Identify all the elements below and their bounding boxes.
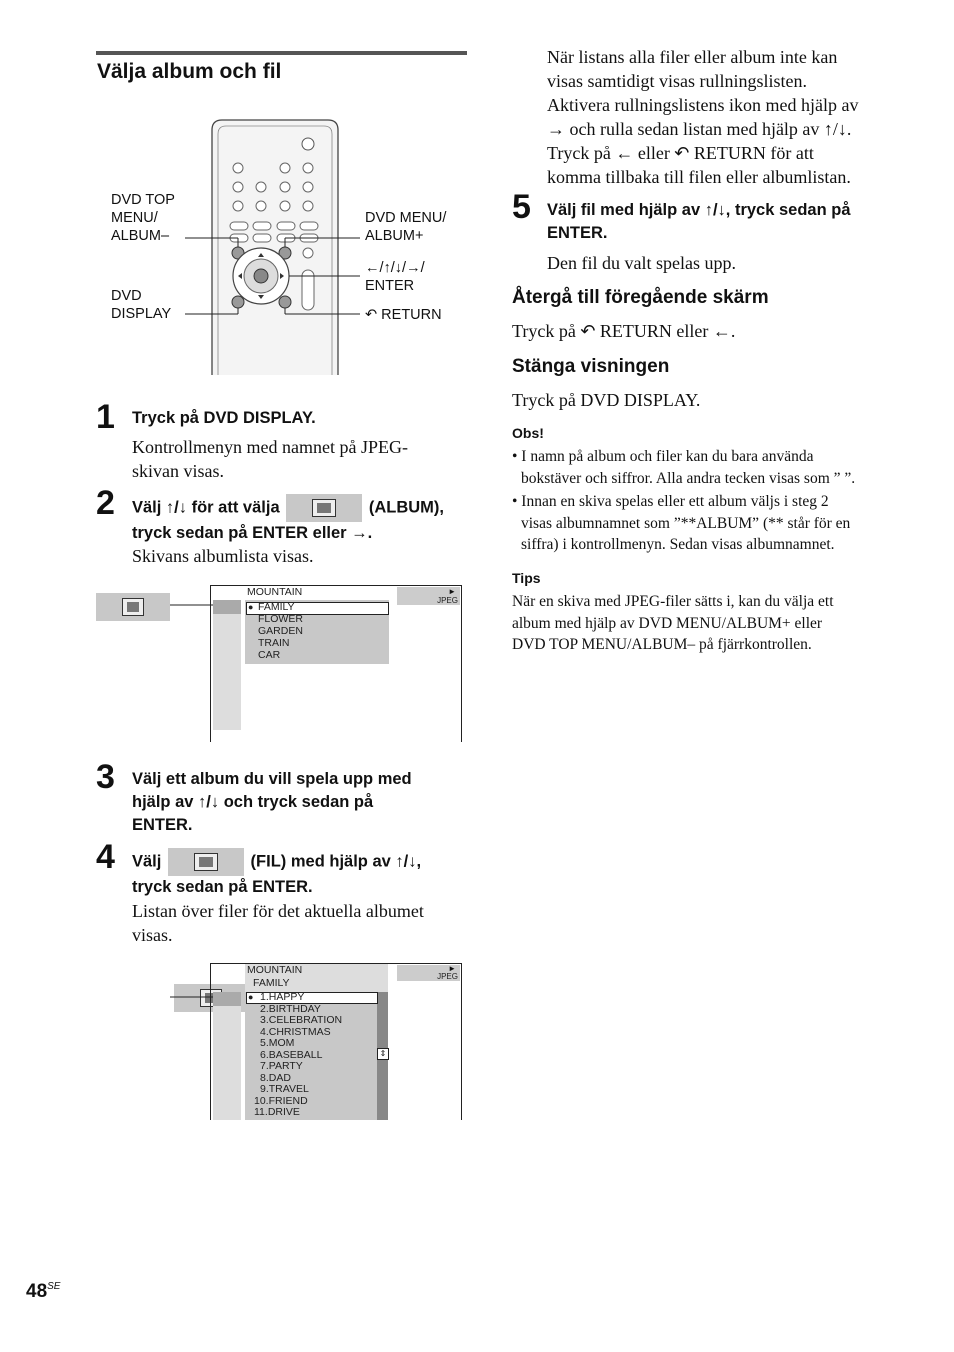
list-item[interactable]: 9.TRAVEL (260, 1083, 309, 1095)
corner-label: JPEG (437, 596, 458, 605)
tips-heading: Tips (512, 570, 541, 586)
list-item[interactable]: 6.BASEBALL (260, 1048, 323, 1061)
left-panel-selected (213, 992, 241, 1006)
step-instruction: Välj fil med hjälp av ↑/↓, tryck sedan på ENTER. (547, 201, 851, 242)
section-heading-close: Stänga visningen (512, 356, 670, 377)
corner-label: JPEG (437, 972, 458, 981)
play-icon: ► (448, 587, 456, 596)
page-number: $48^{SE}$ (26, 1281, 61, 1302)
list-item[interactable]: TRAIN (258, 637, 290, 649)
corner-box (397, 965, 460, 981)
list-item[interactable]: 5.MOM (260, 1037, 295, 1049)
album-list-screen (210, 585, 462, 742)
page-title: Välja album och fil (97, 60, 282, 83)
step-number: 2 (96, 484, 115, 522)
list-item[interactable]: 4.CHRISTMAS (260, 1025, 331, 1038)
album-icon (96, 593, 170, 621)
list-item[interactable]: CAR (258, 649, 281, 661)
left-panel (213, 600, 241, 730)
list-item[interactable]: 2.BIRTHDAY (260, 1002, 321, 1015)
list-item[interactable]: 10.FRIEND (254, 1094, 308, 1107)
corner-box (397, 587, 460, 605)
section-heading-return: Återgå till föregående skärm (512, 287, 769, 308)
list-item[interactable]: 1.HAPPY (260, 991, 305, 1003)
label-dvd-menu: DVD MENU/ ALBUM+ (365, 210, 447, 244)
left-panel (213, 992, 241, 1120)
bullet-icon: ● (248, 992, 254, 1002)
left-panel-selected (213, 600, 241, 614)
step-instruction: Tryck på DVD DISPLAY. (132, 409, 316, 427)
tips-text: När en skiva med JPEG-filer sätts i, kan du välja ett album med hjälp av DVD MENU/ALBUM+ eller DVD TOP MENU/ALBUM– på fjärrkontrollen. (512, 593, 834, 653)
screen-header: MOUNTAIN (247, 964, 303, 976)
label-dvd-display: DVD DISPLAY (111, 288, 172, 322)
play-icon: ► (448, 964, 456, 973)
label-return: ↶ RETURN (365, 307, 442, 323)
note-item: • Innan en skiva spelas eller ett album väljs i steg 2 visas albumnamnet som ”**ALBUM” (** står för en siffra) i kontrollmenyn. Sedan visas albumnamnet. (512, 493, 851, 553)
file-list-screen (210, 963, 462, 1120)
step-number: 4 (96, 838, 115, 876)
step-number: 5 (512, 188, 531, 226)
step-result: Listan över filer för det aktuella albumet visas. (132, 901, 424, 945)
step-number: 3 (96, 758, 115, 796)
step-instruction: Välj ett album du vill spela upp med hjälp av ↑/↓ och tryck sedan på ENTER. (132, 770, 412, 834)
notes-heading: Obs! (512, 425, 544, 441)
screen-subheader: FAMILY (253, 977, 290, 989)
bullet-icon: ● (248, 602, 254, 612)
step-instruction: Välj (FIL) med hjälp av ↑/↓, tryck sedan på ENTER. (132, 848, 472, 899)
scroll-icon[interactable]: ⇕ (377, 1048, 389, 1060)
screen-header: MOUNTAIN (247, 586, 303, 598)
section-text-return: Tryck på ↶ RETURN eller ←. (512, 321, 736, 341)
list-item[interactable]: 11.DRIVE (254, 1106, 300, 1118)
remote-control-illustration (90, 110, 470, 380)
step-number: 1 (96, 398, 115, 436)
label-dvd-top-menu: DVD TOP MENU/ ALBUM– (111, 192, 175, 244)
step-result: Den fil du valt spelas upp. (547, 253, 736, 273)
step-instruction: Välj ↑/↓ för att välja (ALBUM), tryck sedan på ENTER eller →. (132, 494, 472, 545)
list-item[interactable]: 7.PARTY (260, 1060, 303, 1072)
list-item[interactable]: GARDEN (258, 625, 303, 637)
list-item[interactable]: 8.DAD (260, 1071, 291, 1084)
album-icon (286, 494, 362, 522)
step-result: Skivans albumlista visas. (132, 546, 314, 566)
file-icon (168, 848, 244, 876)
list-item[interactable]: FAMILY (258, 601, 295, 613)
list-item[interactable]: 3.CELEBRATION (260, 1014, 343, 1026)
title-rule (96, 51, 467, 55)
step-result: Kontrollmenyn med namnet på JPEG- skivan visas. (132, 437, 408, 481)
list-item[interactable]: FLOWER (258, 613, 303, 625)
scroll-instructions: När listans alla filer eller album inte kan visas samtidigt visas rullningslisten. Aktivera rullningslistens ikon med hjälp av → och rulla sedan listan med hjälp av ↑/↓. Tryck på ← eller ↶ RETURN för att komma tillbaka till filen eller albumlistan. (547, 47, 859, 187)
note-item: • I namn på album och filer kan du bara använda bokstäver och siffror. Alla andra tecken visas som ” ”. (512, 448, 856, 487)
label-arrows-enter: ←/↑/↓/→/ ENTER (365, 260, 425, 294)
section-text-close: Tryck på DVD DISPLAY. (512, 390, 701, 410)
